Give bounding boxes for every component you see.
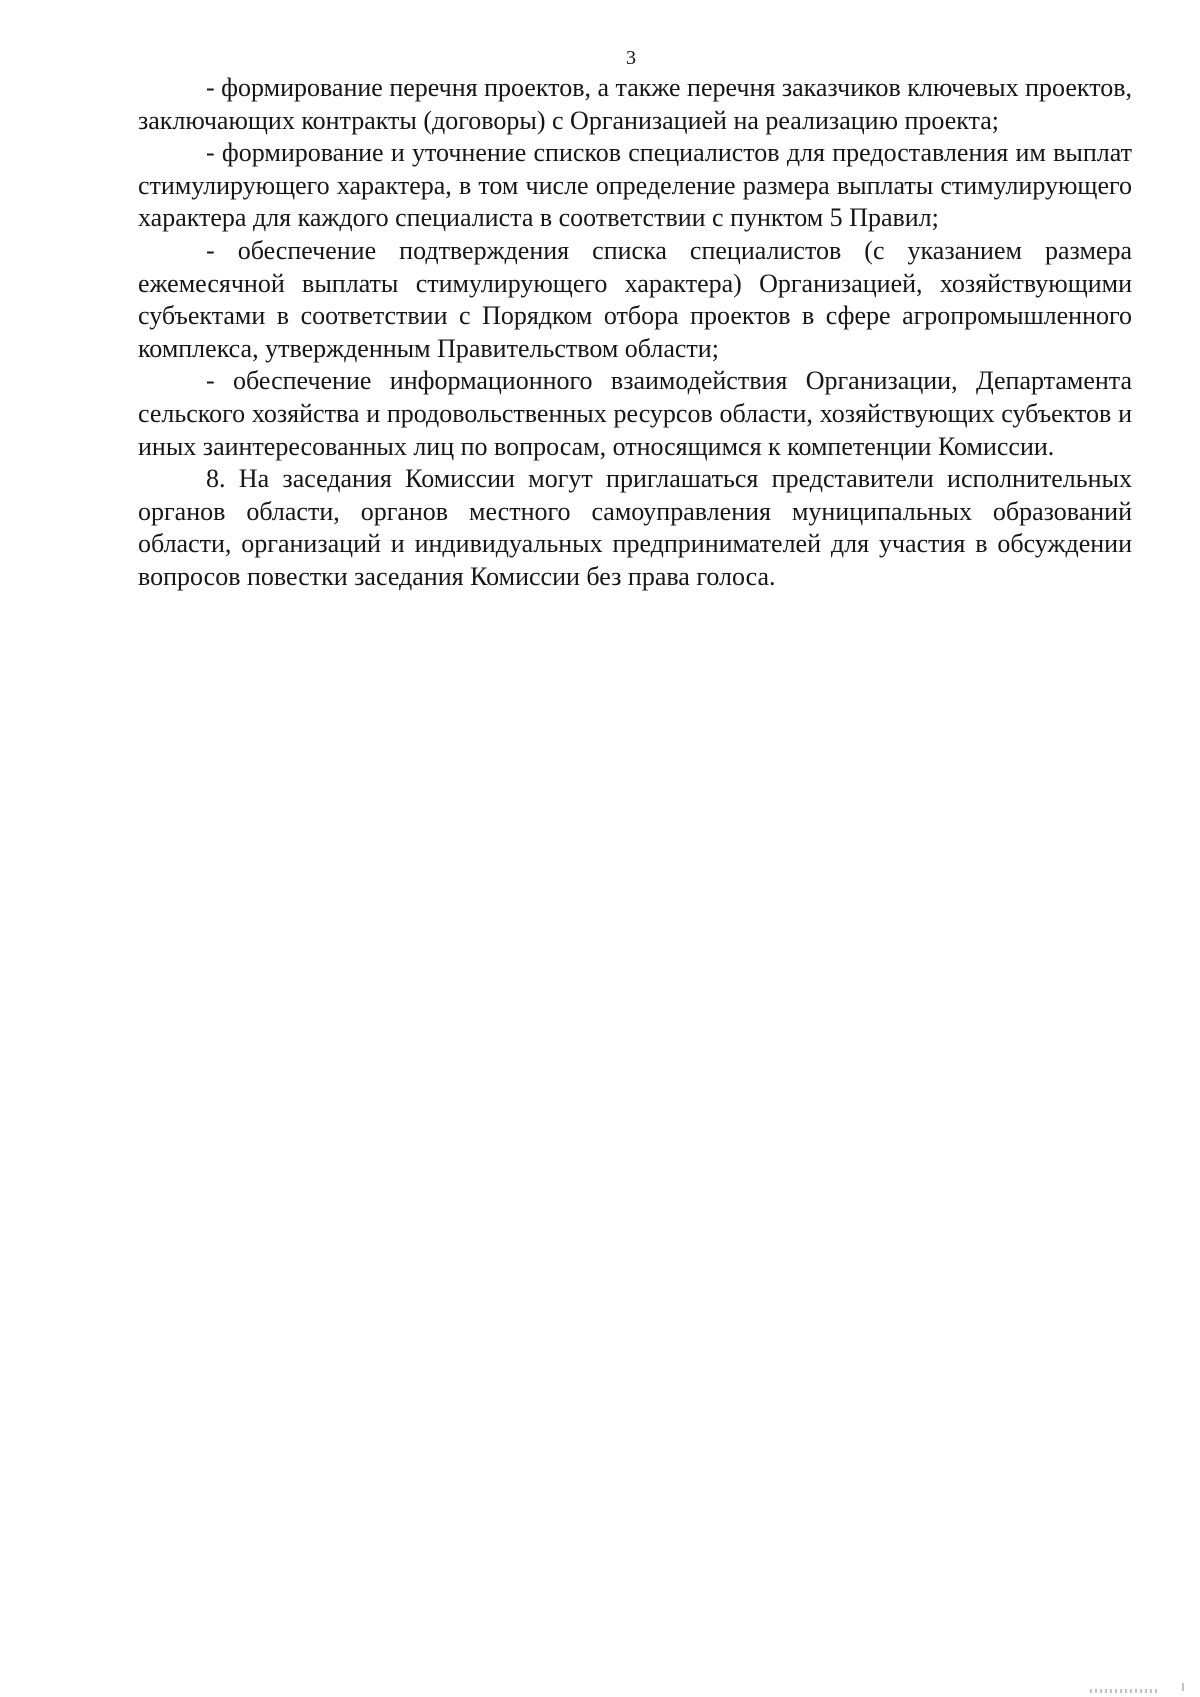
- paragraph-project-list: - формирование перечня проектов, а также перечня заказчиков ключевых проектов, заключающих контракты (договоры) с Организацией на реализацию проекта;: [138, 73, 1132, 135]
- scan-artifact: [1090, 1689, 1160, 1693]
- scan-artifact: [1182, 1683, 1184, 1691]
- page-number: 3: [626, 47, 636, 69]
- paragraph-information-interaction: - обеспечение информационного взаимодействия Организации, Департамента сельского хозяйства и продовольственных ресурсов области, хозяйствующих субъектов и иных заинтересованных лиц по вопросам, относящимся к компетенции Комиссии.: [138, 366, 1132, 461]
- paragraph-list-confirmation: - обеспечение подтверждения списка специалистов (с указанием размера ежемесячной выплаты стимулирующего характера) Организацией, хозяйствующими субъектами в соответствии с Порядком отбора проектов в сфере агропромышленного комплекса, утвержденным Правительством области;: [138, 235, 1132, 363]
- paragraph-specialist-lists: - формирование и уточнение списков специалистов для предоставления им выплат стимулирующего характера, в том числе определение размера выплаты стимулирующего характера для каждого специалиста в соответствии с пунктом 5 Правил;: [138, 138, 1132, 233]
- paragraph-item-8: 8. На заседания Комиссии могут приглашаться представители исполнительных органов области, органов местного самоуправления муниципальных образований области, организаций и индивидуальных предпринимателей для участия в обсуждении вопросов повестки заседания Комиссии без права голоса.: [138, 464, 1132, 591]
- document-body: [138, 72, 1132, 594]
